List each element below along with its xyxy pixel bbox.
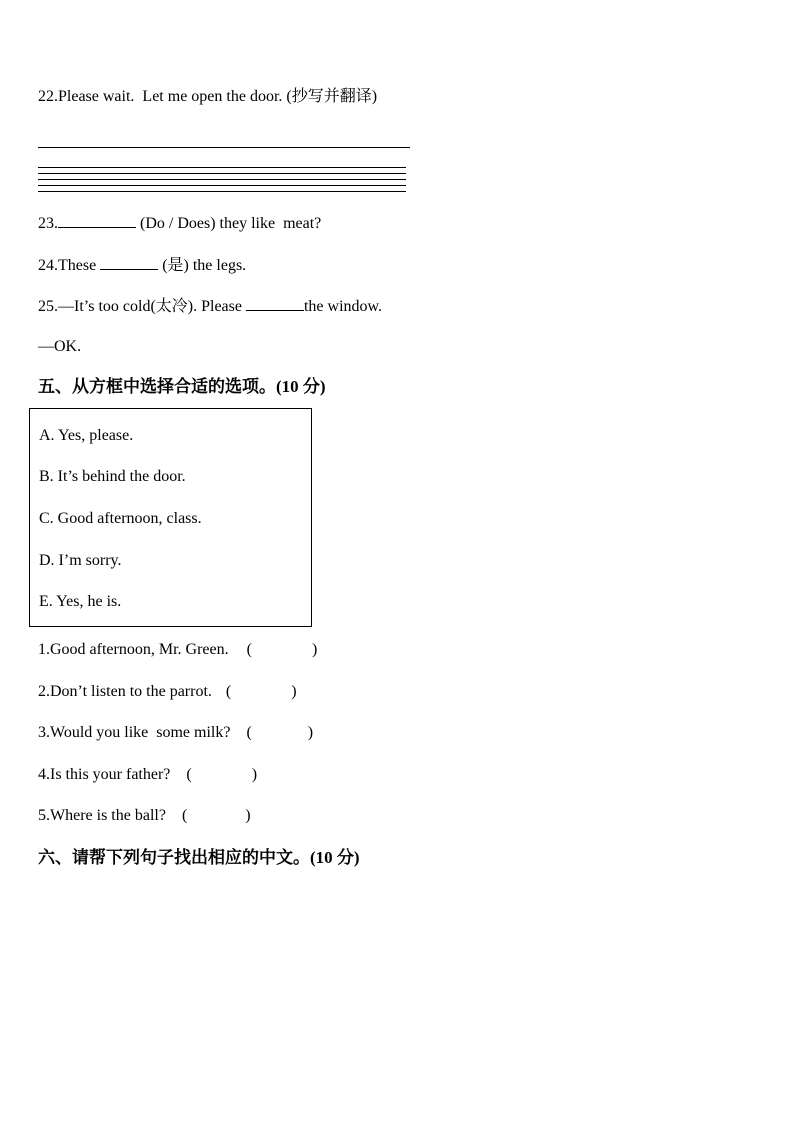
question-23-blank[interactable] — [58, 212, 136, 228]
option-b: B. It’s behind the door. — [39, 468, 186, 485]
item-1 — [38, 640, 317, 660]
item-2-paren-open: ( — [225, 683, 232, 700]
answer-line-4[interactable] — [38, 179, 406, 180]
item-1-paren-close: ) — [311, 641, 318, 658]
question-24-prefix: 24.These — [38, 257, 101, 274]
answer-line-5[interactable] — [38, 185, 406, 186]
answer-line-1[interactable] — [38, 147, 410, 148]
option-c: C. Good afternoon, class. — [39, 510, 202, 527]
item-4-paren-close: ) — [251, 766, 258, 783]
item-3-paren-open: ( — [246, 724, 252, 741]
question-23-number: 23. — [38, 215, 58, 232]
item-3 — [38, 723, 313, 743]
item-5-paren-open: ( — [181, 807, 188, 824]
question-25 — [38, 295, 382, 317]
question-25-prefix: 25.—It’s too cold(太冷). Please — [38, 298, 246, 315]
section-5-heading: 五、从方框中选择合适的选项。(10 分) — [38, 377, 326, 396]
question-23-text: (Do / Does) they like meat? — [136, 215, 322, 232]
section-6-heading: 六、请帮下列句子找出相应的中文。(10 分) — [38, 848, 360, 867]
question-25-blank[interactable] — [246, 295, 304, 311]
question-24 — [38, 254, 246, 276]
question-23 — [38, 212, 321, 234]
question-22: 22.Please wait. Let me open the door. (抄写并翻译) — [38, 88, 378, 105]
item-2-paren-close: ) — [291, 683, 297, 700]
item-4-paren-open: ( — [186, 766, 192, 783]
item-5-paren-close: ) — [245, 807, 251, 824]
option-d: D. I’m sorry. — [39, 552, 122, 569]
question-24-suffix: (是) the legs. — [158, 257, 247, 274]
question-25-reply: —OK. — [38, 338, 82, 355]
item-4-text: 4.Is this your father? — [38, 766, 171, 783]
answer-line-2[interactable] — [38, 167, 406, 168]
item-1-paren-open: ( — [246, 641, 252, 658]
option-e: E. Yes, he is. — [39, 593, 122, 610]
item-1-text: 1.Good afternoon, Mr. Green. — [38, 641, 229, 658]
item-5-text: 5.Where is the ball? — [38, 807, 166, 824]
question-24-blank[interactable] — [100, 254, 158, 270]
item-5 — [38, 806, 251, 826]
item-3-text: 3.Would you like some milk? — [38, 724, 231, 741]
item-4 — [38, 765, 257, 785]
item-2 — [38, 682, 297, 702]
answer-line-3[interactable] — [38, 173, 406, 174]
options-box — [29, 408, 312, 627]
answer-line-6[interactable] — [38, 191, 406, 192]
item-3-paren-close: ) — [307, 724, 314, 741]
option-a: A. Yes, please. — [39, 427, 134, 444]
question-25-suffix: the window. — [303, 298, 383, 315]
item-2-text: 2.Don’t listen to the parrot. — [38, 683, 212, 700]
